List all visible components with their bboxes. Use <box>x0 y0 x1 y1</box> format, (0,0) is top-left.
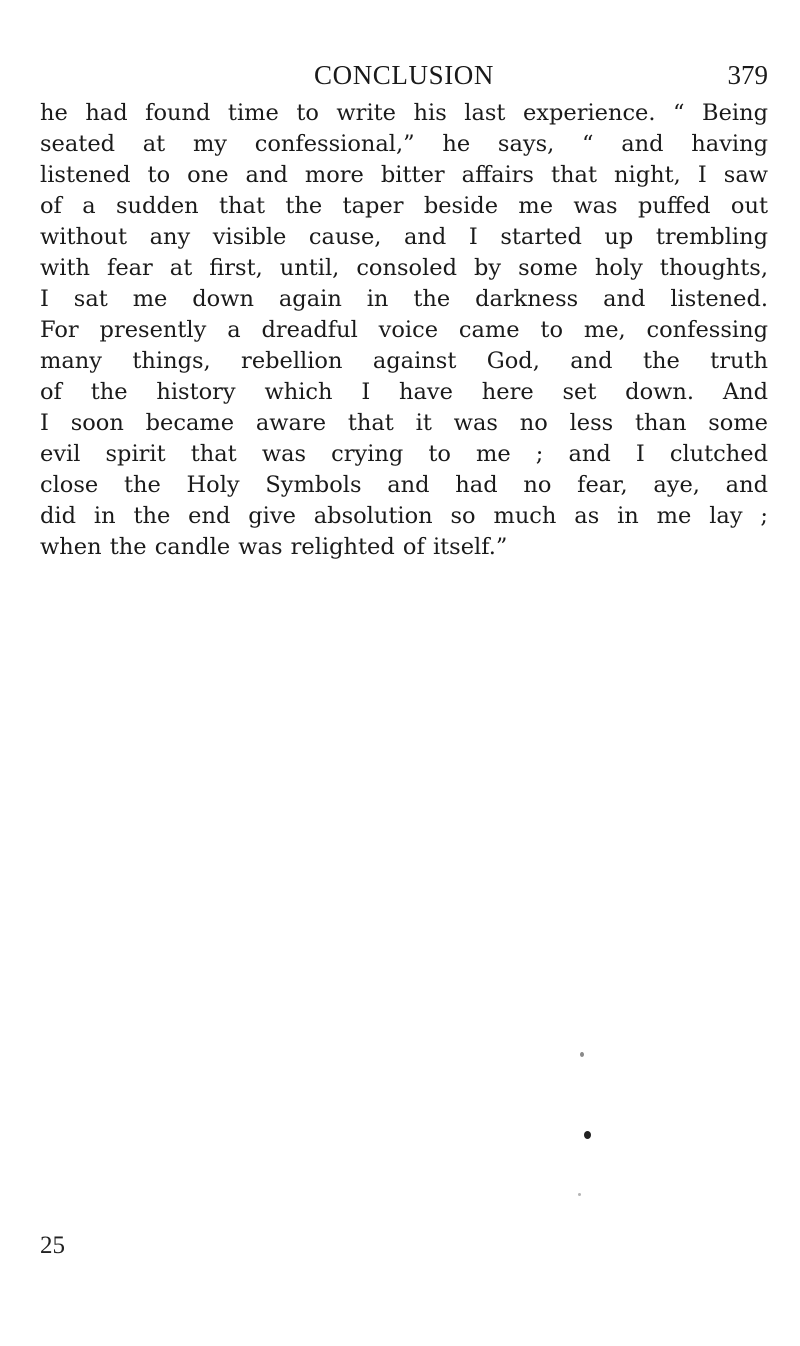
text-line: of the history which I have here set down. And <box>40 379 768 405</box>
ink-speck <box>580 1052 584 1057</box>
text-line: with fear at first, until, consoled by some holy thoughts, <box>40 255 768 281</box>
text-line: without any visible cause, and I started up trembling <box>40 224 768 250</box>
text-line: when the candle was relighted of itself.” <box>40 534 508 560</box>
running-head <box>40 60 768 96</box>
page-number: 379 <box>727 60 768 90</box>
text-line: I sat me down again in the darkness and listened. <box>40 286 768 312</box>
text-line: listened to one and more bitter affairs that night, I saw <box>40 162 768 188</box>
text-line: of a sudden that the taper beside me was puffed out <box>40 193 768 219</box>
text-line: evil spirit that was crying to me ; and I clutched <box>40 441 768 467</box>
ink-speck <box>578 1193 581 1196</box>
signature-mark: 25 <box>40 1232 65 1259</box>
text-line: he had found time to write his last experience. “ Being <box>40 100 768 126</box>
text-line: I soon became aware that it was no less than some <box>40 410 768 436</box>
running-title: CONCLUSION <box>313 60 494 90</box>
text-line: close the Holy Symbols and had no fear, aye, and <box>40 472 768 498</box>
text-line: many things, rebellion against God, and the truth <box>40 348 768 374</box>
text-line: seated at my confessional,” he says, “ and having <box>40 131 768 157</box>
text-line: For presently a dreadful voice came to me, confessing <box>40 317 768 343</box>
ink-speck <box>584 1131 591 1139</box>
text-line: did in the end give absolution so much as in me lay ; <box>40 503 768 529</box>
body-text <box>40 98 768 563</box>
